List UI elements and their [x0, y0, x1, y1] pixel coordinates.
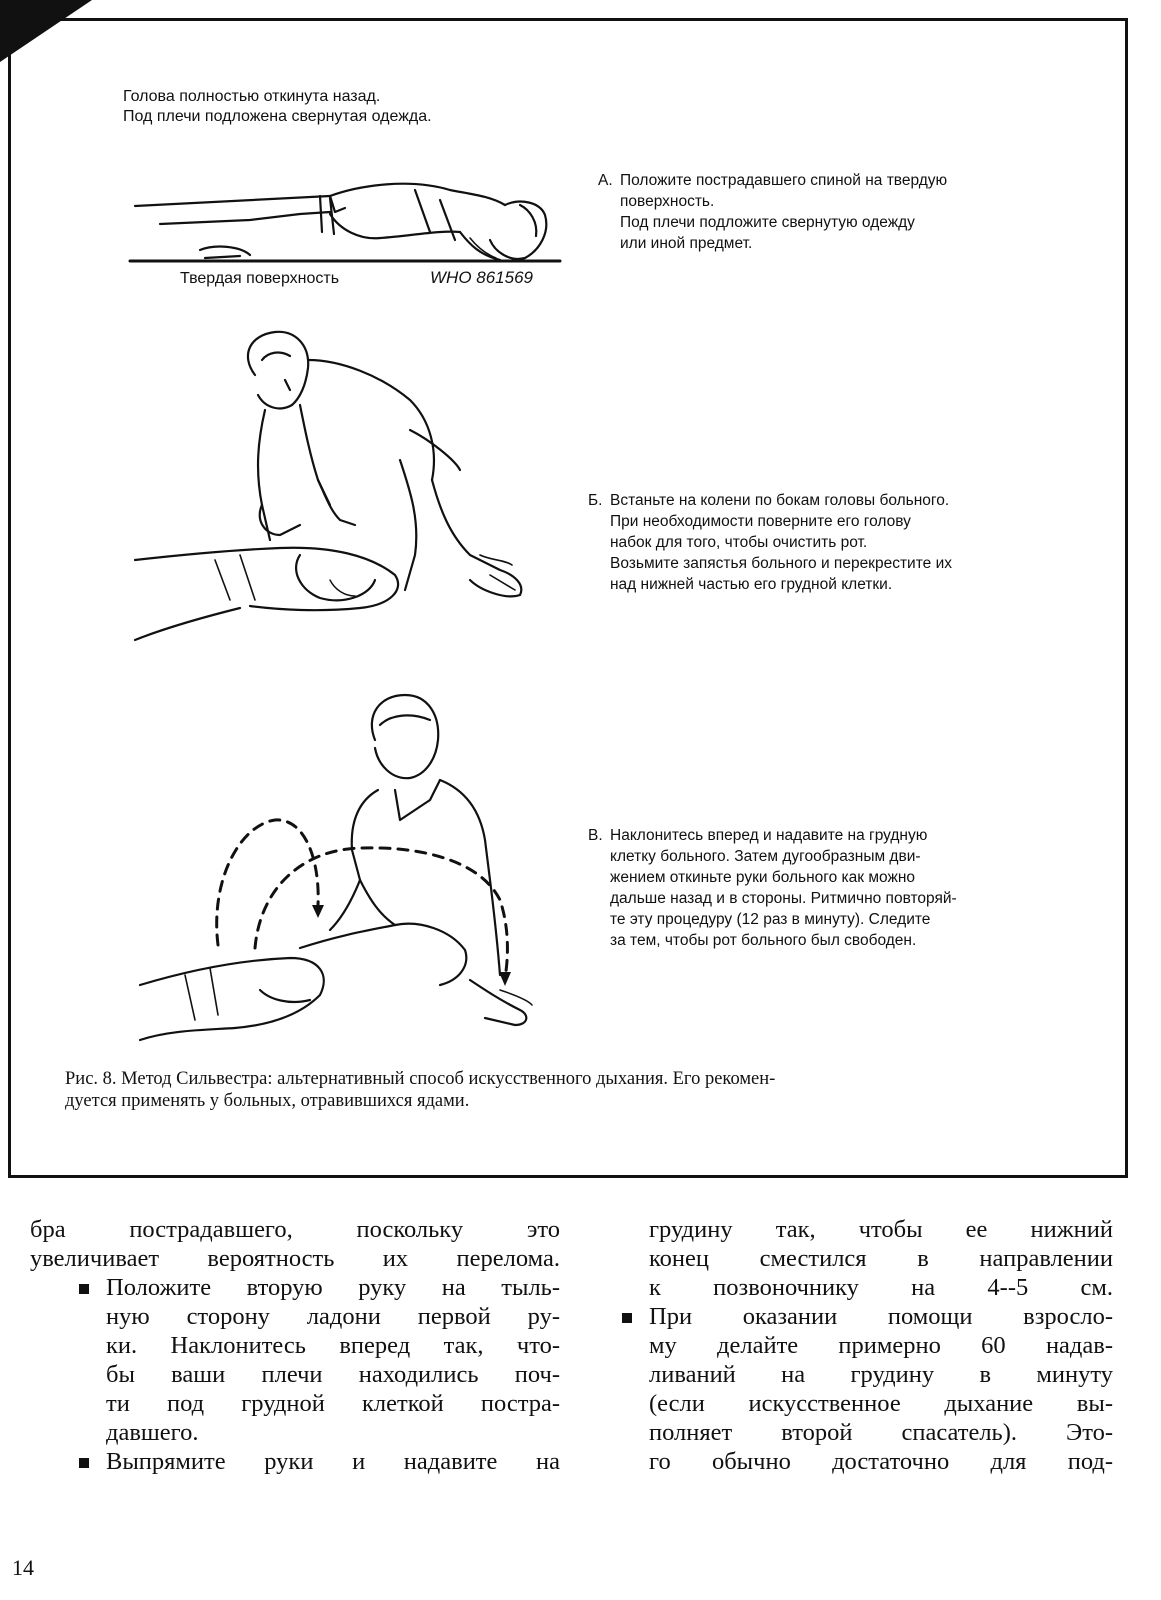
caption-line: Голова полностью откинута назад. [123, 88, 381, 105]
body-text-line [30, 1215, 560, 1244]
body-text: к позвоночнику на 4--5 см. [649, 1274, 1113, 1301]
step-line: клетку больного. Затем дугообразным дви- [610, 848, 921, 865]
body-text: грудину так, чтобы ее нижний [649, 1216, 1113, 1243]
step-line: При необходимости поверните его голову [610, 513, 911, 530]
step-line: Возьмите запястья больного и перекрестите их [610, 555, 952, 572]
bullet-square-icon [79, 1284, 89, 1294]
body-text-line [30, 1331, 560, 1360]
body-text-line [30, 1418, 560, 1447]
step-line: дальше назад и в стороны. Ритмично повторяй- [610, 890, 957, 907]
illustration-a-patient-lying [130, 184, 560, 261]
body-text: увеличивает вероятность их перелома. [30, 1245, 560, 1272]
step-line: или иной предмет. [620, 235, 753, 252]
body-text: Положите вторую руку на тыль- [106, 1274, 560, 1301]
body-text: бы ваши плечи находились поч- [106, 1361, 560, 1388]
step-line: за тем, чтобы рот больного был свободен. [610, 932, 917, 949]
illustration-b-rescuer-kneeling [135, 332, 521, 640]
body-text: бра пострадавшего, поскольку это [30, 1216, 560, 1243]
step-letter: В. [588, 827, 603, 844]
step-c-instructions [588, 825, 1070, 951]
bullet-list-item [30, 1273, 560, 1302]
body-column-right [613, 1215, 1113, 1476]
body-text: го обычно достаточно для под- [649, 1448, 1113, 1475]
body-text: ливаний на грудину в минуту [649, 1361, 1113, 1388]
bullet-list-item [30, 1447, 560, 1476]
figure-caption-line: Рис. 8. Метод Сильвестра: альтернативный способ искусственного дыхания. Его рекомен- [65, 1069, 776, 1089]
body-text-line [613, 1447, 1113, 1476]
step-line: Положите пострадавшего спиной на твердую [620, 172, 948, 189]
figure-caption [65, 1068, 1065, 1112]
body-text-line [613, 1389, 1113, 1418]
body-column-left [30, 1215, 560, 1476]
surface-label: Твердая поверхность [180, 270, 340, 287]
body-text-line [613, 1418, 1113, 1447]
body-text: При оказании помощи взросло- [649, 1303, 1113, 1330]
step-line: Под плечи подложите свернутую одежду [620, 214, 915, 231]
body-text-line [613, 1273, 1113, 1302]
page-number: 14 [12, 1555, 34, 1580]
body-text: полняет второй спасатель). Это- [649, 1419, 1113, 1446]
body-text: ную сторону ладони первой ру- [106, 1303, 560, 1330]
step-line: те эту процедуру (12 раз в минуту). Следите [610, 911, 931, 928]
step-line: поверхность. [620, 193, 715, 210]
body-text-line [613, 1360, 1113, 1389]
bullet-square-icon [622, 1313, 632, 1323]
step-line: жением откиньте руки больного как можно [610, 869, 916, 886]
body-text-line [30, 1360, 560, 1389]
body-text-line [30, 1244, 560, 1273]
figure-caption-line: дуется применять у больных, отравившихся ядами. [65, 1091, 470, 1111]
body-text: давшего. [106, 1419, 199, 1446]
bullet-list-item [613, 1302, 1113, 1331]
body-text-line [613, 1244, 1113, 1273]
body-text: ки. Наклонитесь вперед так, что- [106, 1332, 560, 1359]
caption-line: Под плечи подложена свернутая одежда. [123, 108, 432, 125]
illustration-c-rescuer-leaning [140, 695, 532, 1040]
bullet-square-icon [79, 1458, 89, 1468]
step-line: Встаньте на колени по бокам головы больного. [610, 492, 950, 509]
step-line: Наклонитесь вперед и надавите на грудную [610, 827, 928, 844]
step-letter: Б. [588, 492, 603, 509]
body-text-line [30, 1302, 560, 1331]
body-text: Выпрямите руки и надавите на [106, 1448, 560, 1475]
body-text: конец сместился в направлении [649, 1245, 1113, 1272]
body-text-line [613, 1215, 1113, 1244]
body-text: му делайте примерно 60 надав- [649, 1332, 1113, 1359]
body-text-line [613, 1331, 1113, 1360]
body-text-line [30, 1389, 560, 1418]
step-line: набок для того, чтобы очистить рот. [610, 534, 868, 551]
illustration-a-caption [123, 87, 603, 127]
who-code-label: WHO 861569 [430, 268, 533, 287]
step-letter: А. [598, 172, 613, 189]
step-a-instructions [598, 170, 1070, 254]
body-text: ти под грудной клеткой постра- [106, 1390, 560, 1417]
body-text: (если искусственное дыхание вы- [649, 1390, 1113, 1417]
step-line: над нижней частью его грудной клетки. [610, 576, 893, 593]
step-b-instructions [588, 490, 1070, 595]
